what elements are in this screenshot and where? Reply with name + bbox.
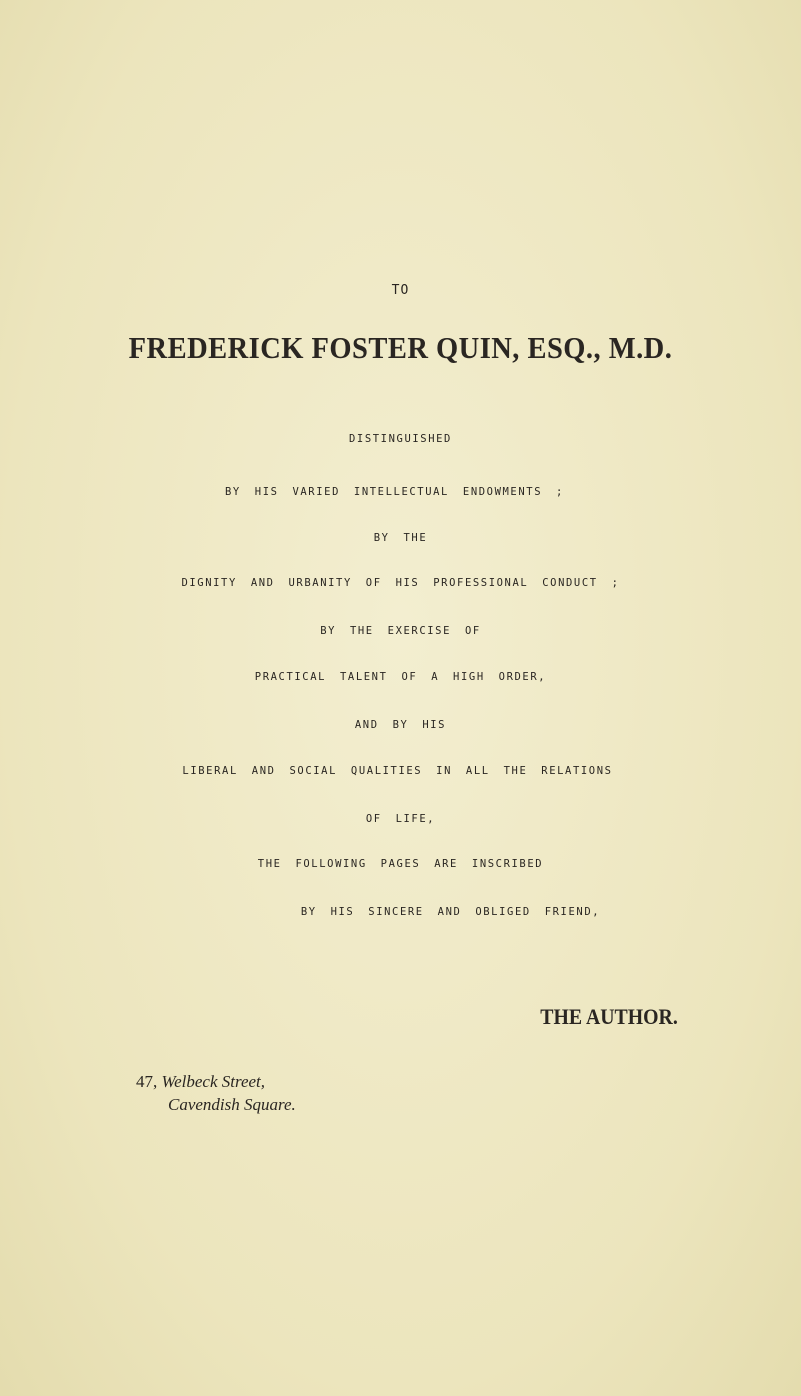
dedication-line: DISTINGUISHED	[349, 433, 452, 445]
dedication-line: LIBERAL AND SOCIAL QUALITIES IN ALL THE RELATIONS	[182, 765, 613, 777]
dedication-line: DIGNITY AND URBANITY OF HIS PROFESSIONAL CONDUCT ;	[181, 577, 620, 589]
address-line-2: Cavendish Square.	[168, 1095, 296, 1114]
dedication-line: AND BY HIS	[354, 719, 447, 731]
address-line-1	[136, 1072, 265, 1092]
dedication-to: TO	[391, 283, 410, 298]
address-street: Welbeck Street,	[161, 1072, 266, 1091]
author-signature: THE AUTHOR.	[540, 1004, 678, 1029]
dedication-line: BY HIS SINCERE AND OBLIGED FRIEND,	[300, 906, 601, 918]
dedicatee-name: FREDERICK FOSTER QUIN, ESQ., M.D.	[128, 330, 673, 365]
dedication-line: OF LIFE,	[365, 813, 436, 825]
address-number: 47,	[136, 1072, 158, 1091]
dedication-line: BY THE	[373, 532, 428, 544]
dedication-line: PRACTICAL TALENT OF A HIGH ORDER,	[254, 671, 547, 683]
dedication-line: THE FOLLOWING PAGES ARE INSCRIBED	[257, 858, 544, 870]
dedication-line: BY HIS VARIED INTELLECTUAL ENDOWMENTS ;	[225, 486, 564, 498]
dedication-line: BY THE EXERCISE OF	[320, 625, 481, 637]
